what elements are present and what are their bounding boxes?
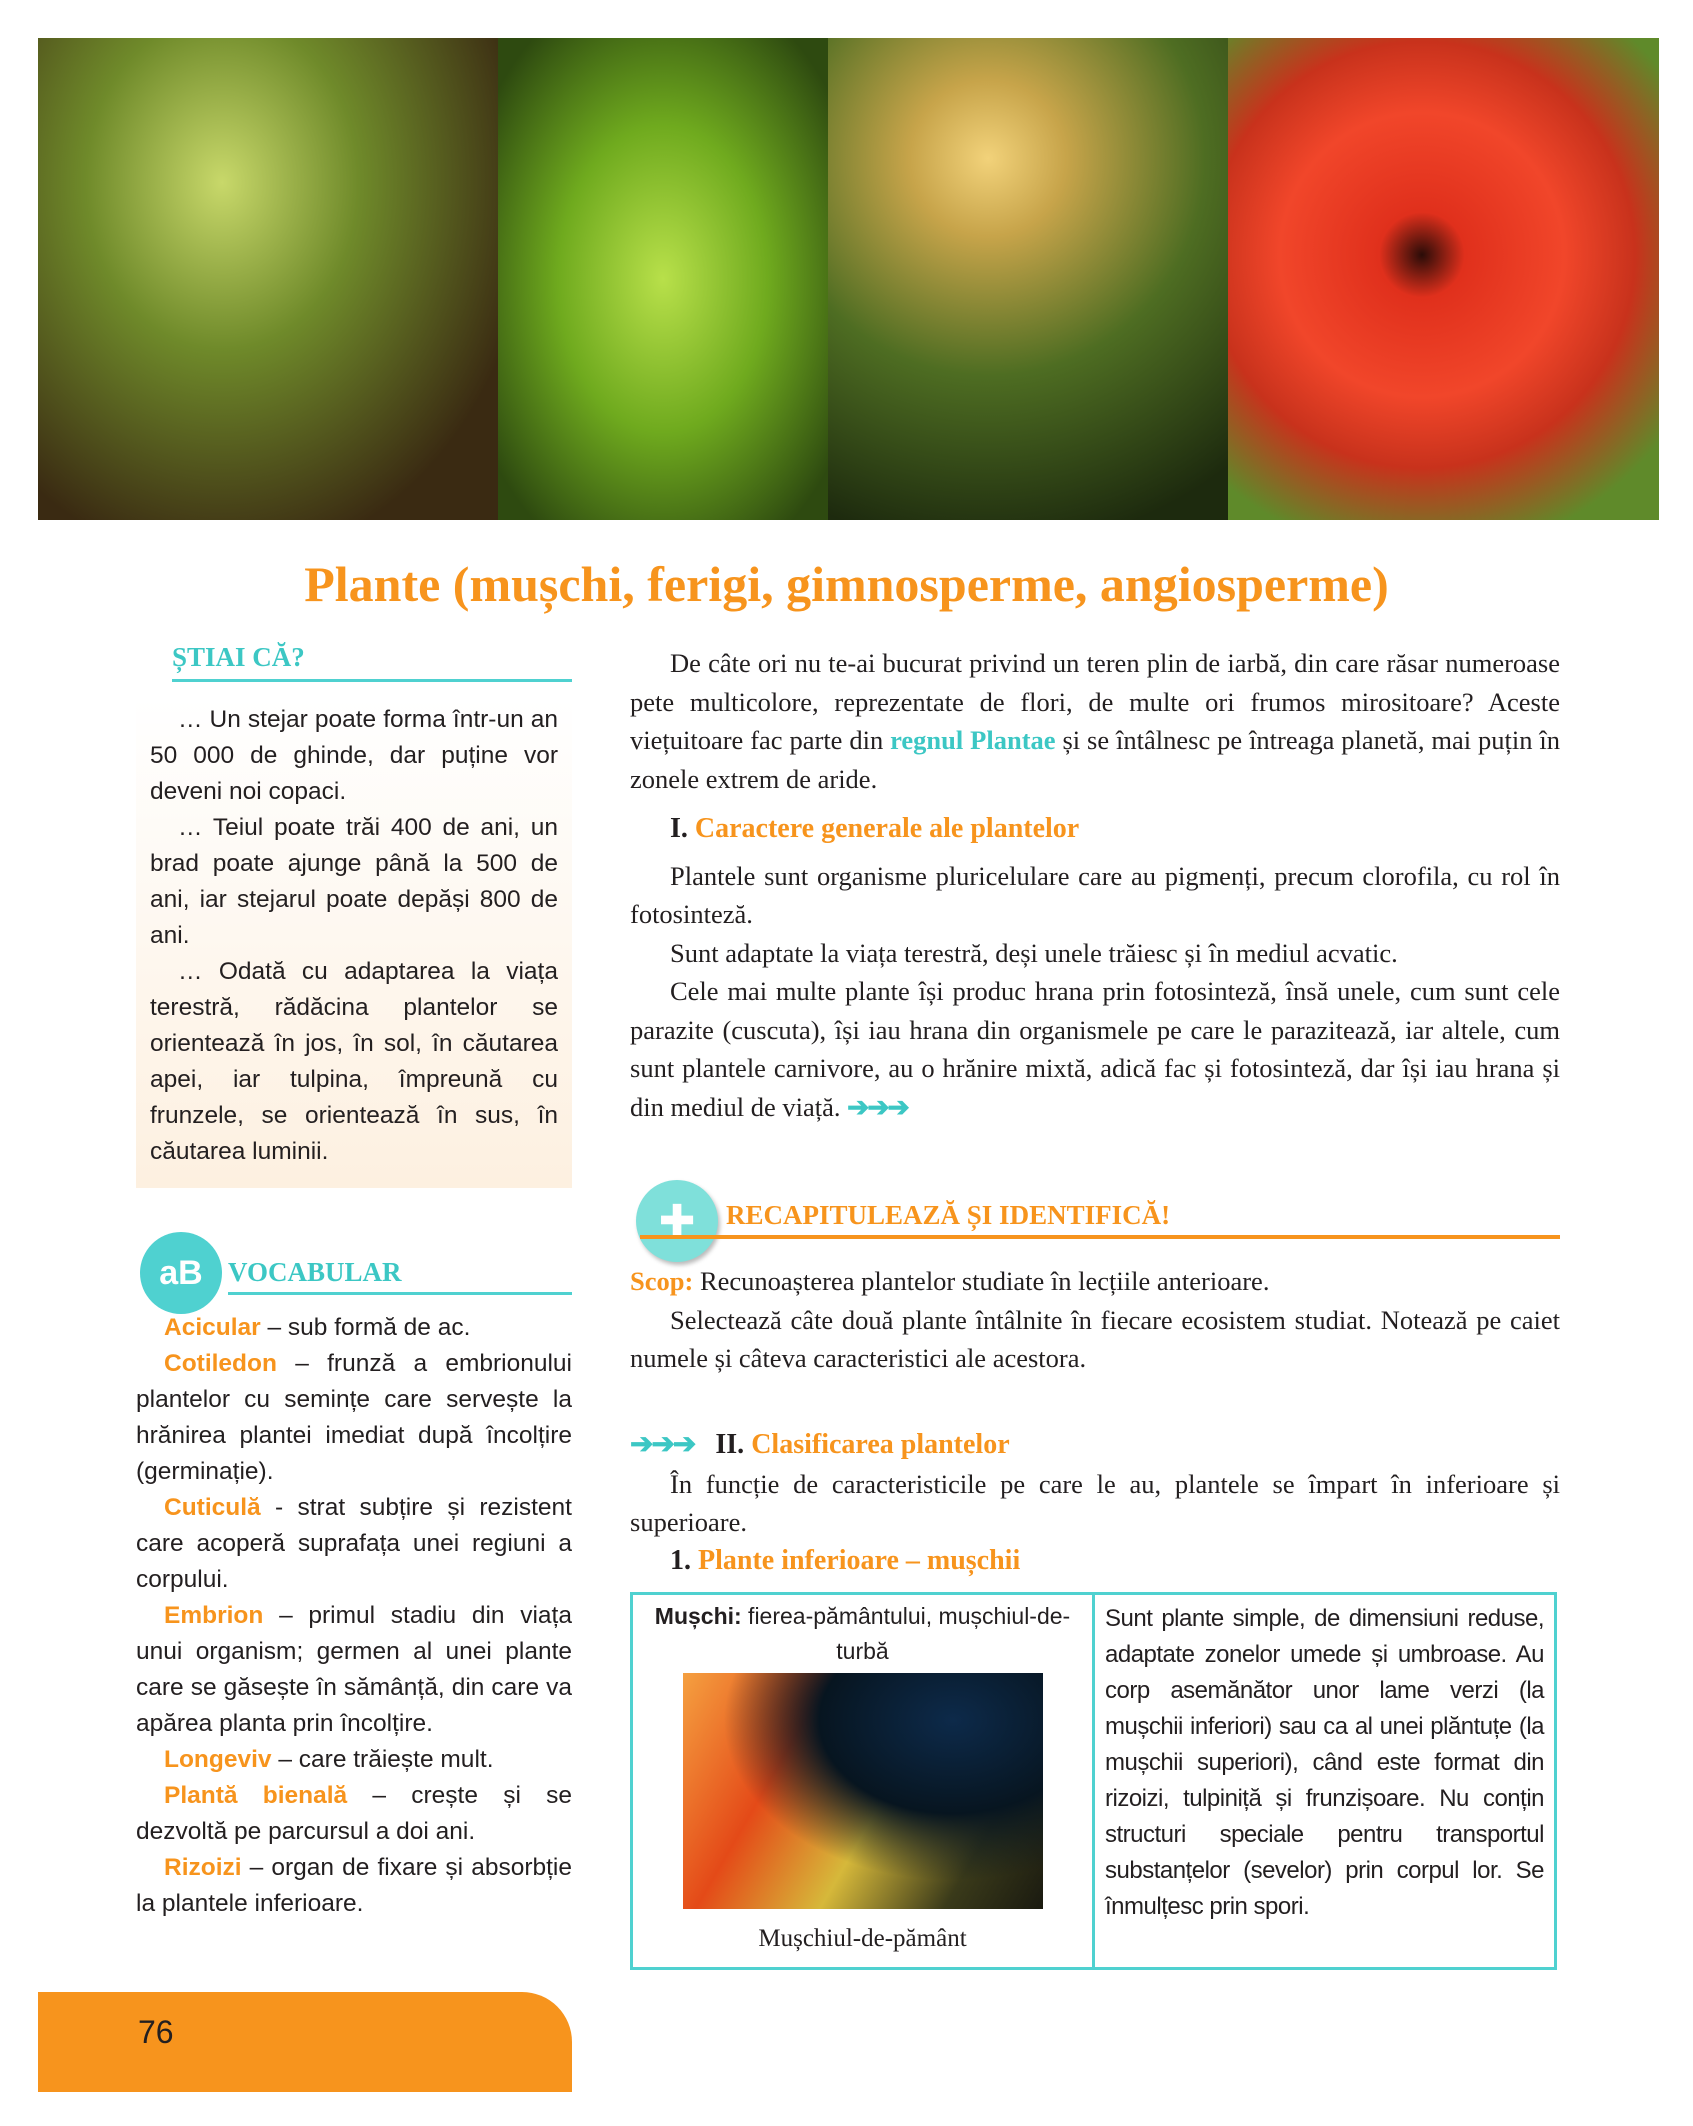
vocab-item [136,1850,572,1922]
paragraph-text: Cele mai multe plante își produc hrana prin fotosinteză, însă unele, cum sunt cele parazite (cuscuta), își iau hrana din organismele pe care le parazitează, iar altele, cum sunt plantele carnivore, au o hrănire mixtă, adică fac și fotosinteză, dar își iau hrana și din mediul de viață. [630,976,1560,1122]
definition: – crește și se dezvoltă pe parcursul a doi ani. [136,1782,572,1845]
vocabulary-list [136,1310,572,1922]
intro-text: și se întâlnesc pe întreaga planetă, mai puțin în zonele extrem de aride. [630,725,1561,794]
section-1-heading [630,810,1560,849]
term: Embrion [164,1602,264,1629]
paragraph: În funcție de caracteristicile pe care le au, plantele se împart în inferioare și superioare. [630,1468,1560,1537]
term: Plantă bienală [164,1782,348,1809]
page-footer-tab [38,1992,572,2092]
section-title: Caractere generale ale plantelor [694,813,1080,844]
moss-table [630,1592,1557,1970]
section-number: I. [670,813,688,844]
fern-photo [498,38,828,520]
puzzle-icon: ✚ [636,1180,718,1262]
fact: … Odată cu adaptarea la viața terestră, rădăcina plantelor se orientează în jos, în sol, în căutarea apei, iar tulpina, împreună cu frunzele, se orientează în sus, în căutarea luminii. [150,958,558,1165]
subsection-heading [630,1542,1560,1581]
section-2-heading [630,1426,1560,1465]
term: Cotiledon [164,1350,277,1377]
section-2 [630,1426,1560,1580]
stiai-heading: ȘTIAI CĂ? [172,642,572,682]
vocab-item [136,1598,572,1742]
moss-description: Sunt plante simple, de dimensiuni reduse, adaptate zonelor umede și umbroase. Au corp asemănător unor lame verzi (la mușchii inferiori) sau ca al unei plăntuțe (la mușchii superiori), când este format din rizoizi, tulpiniță și frunzișoare. Nu conțin structuri speciale pentru transportul substanțelor (sevelor) prin corpul lor. Se înmulțesc prin spori. [1105,1605,1544,1920]
paragraph [630,972,1560,1126]
section-title: Clasificarea plantelor [751,1429,1010,1460]
stiai-box [136,698,572,1188]
definition: – primul stadiu din viața unui organism; germen al unei plante care se găsește în sămânță, din care va apărea planta prin încolțire. [136,1602,572,1737]
definition: – care trăiește mult. [271,1746,494,1773]
recap-task: Selectează câte două plante întâlnite în fiecare ecosistem studiat. Notează pe caiet numele și câteva caracteristici ale acestora. [630,1304,1560,1373]
vocab-item [136,1490,572,1598]
recap-body [630,1262,1560,1378]
definition: - strat subțire și rezistent care acoperă suprafața unei regiuni a corpului. [136,1494,572,1593]
vocab-item [136,1346,572,1490]
moss-image-cell [633,1595,1095,1967]
scope [630,1262,1560,1301]
term: Longeviv [164,1746,272,1773]
section-number: II. [715,1429,745,1460]
paragraph: Plantele sunt organisme pluricelulare care au pigmenți, precum clorofila, cu rol în fotosinteză. [630,860,1560,929]
term: Acicular [164,1314,261,1341]
tulip-photo [1228,38,1659,520]
definition: – frunză a embrionului plantelor cu semințe care servește la hrănirea plantei imediat după încolțire (germinație). [136,1350,572,1485]
subsection-title: Plante inferioare – mușchii [698,1544,1021,1576]
scope-label: Scop: [630,1266,694,1296]
recap-heading: RECAPITULEAZĂ ȘI IDENTIFICĂ! [640,1200,1560,1239]
intro-text: De câte ori nu te-ai bucurat privind un teren plin de iarbă, din care răsar numeroase pete multicolore, reprezentate de flori, de multe ori frumos mirositoare? Aceste viețuitoare fac parte din [630,648,1560,755]
moss-names [633,1599,1092,1669]
definition: – organ de fixare și absorbție la plantele inferioare. [136,1854,572,1917]
moss-photo [38,38,498,520]
vocabulary-icon: aB [140,1232,222,1314]
definition: – sub formă de ac. [260,1314,471,1341]
paragraph: Sunt adaptate la viața terestră, deși unele trăiesc și în mediul acvatic. [670,937,1398,968]
subsection-number: 1. [670,1544,691,1576]
fact: … Teiul poate trăi 400 de ani, un brad poate ajunge până la 500 de ani, iar stejarul poate depăși 800 de ani. [150,814,558,949]
intro [630,644,1560,1126]
fact: … Un stejar poate forma într-un an 50 000 de ghinde, dar puține vor deveni noi copaci. [150,706,558,805]
moss-label: Mușchi: [654,1603,742,1629]
vocab-item [136,1778,572,1850]
page-number: 76 [138,2014,174,2050]
intro-paragraph [630,644,1560,798]
continue-arrows-icon: ➔➔➔ [847,1091,908,1122]
page-title: Plante (mușchi, ferigi, gimnosperme, angiosperme) [304,556,1389,612]
moss-examples: fierea-pământului, mușchiul-de-turbă [741,1603,1071,1664]
moss-photo [683,1673,1043,1909]
vocabulary-heading: VOCABULAR [228,1257,572,1295]
term: Cuticulă [164,1494,261,1521]
term: Rizoizi [164,1854,242,1881]
scope-text: Recunoașterea plantelor studiate în lecțiile anterioare. [693,1266,1270,1296]
vocab-item [136,1310,572,1346]
vocab-item [136,1742,572,1778]
pine-photo [828,38,1228,520]
plants-banner-image [38,38,1659,520]
regnum-highlight: regnul Plantae [890,725,1056,755]
arrows-icon: ➔➔➔ [630,1429,695,1460]
image-caption: Mușchiul-de-pământ [758,1925,967,1952]
